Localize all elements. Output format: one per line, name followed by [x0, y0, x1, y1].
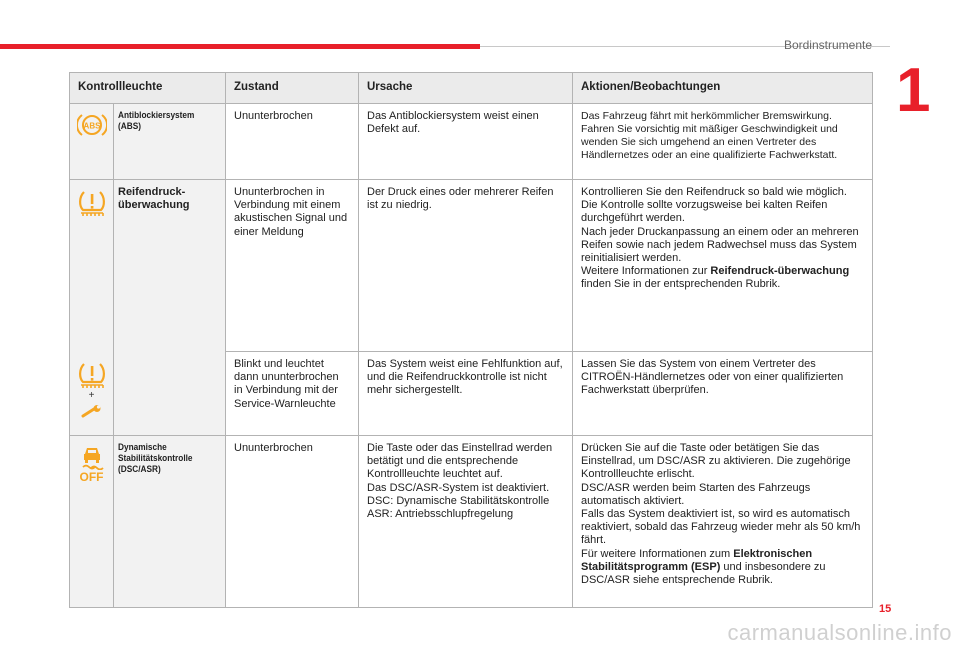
action-cell [573, 180, 873, 352]
off-label: OFF [79, 470, 104, 484]
action-reference: Für weitere Informationen zum Elektronischen Stabilitätsprogramm (ESP) und insbesondere zu DSC/ASR siehe entsprechende Rubrik. [581, 547, 826, 587]
page-number: 15 [879, 603, 892, 615]
action-line: Kontrollieren Sie den Reifendruck so bald wie möglich. [581, 186, 847, 198]
cause-line: Die Taste oder das Einstellrad werden betätigt und die entsprechende Kontrollleuchte leuchtet auf. [367, 442, 553, 481]
cause-cell [359, 436, 573, 608]
action-cell: Lassen Sie das System von einem Vertreter des CITROËN-Händlernetzes oder von einer qualifizierten Fachwerkstatt überprüfen. [573, 352, 873, 436]
dsc-off-icon [70, 444, 113, 470]
tyre-pressure-icon [70, 188, 113, 218]
tyre-pressure-service-icon [70, 360, 113, 390]
action-line: Falls das System deaktiviert ist, so wird es automatisch reaktiviert, sobald das Fahrzeug wieder mehr als 50 km/h fährt. [581, 508, 861, 547]
action-line: Die Kontrolle sollte vorzugsweise bei kalten Reifen durchgeführt werden. [581, 199, 828, 225]
cause-line: DSC: Dynamische Stabilitätskontrolle [367, 494, 550, 507]
table-row [70, 104, 873, 180]
warning-name: Reifendruck-überwachung [118, 186, 190, 211]
header-aktionen: Aktionen/Beobachtungen [573, 73, 873, 104]
cause-cell: Das Antiblockiersystem weist einen Defekt auf. [359, 104, 573, 180]
state-cell: Ununterbrochen in Verbindung mit einem akustischen Signal und einer Meldung [226, 180, 359, 352]
icon-cell [70, 104, 114, 180]
table-header-row [70, 73, 873, 104]
header-kontrollleuchte: Kontrollleuchte [70, 73, 226, 104]
action-line: Drücken Sie auf die Taste oder betätigen Sie das Einstellrad, um DSC/ASR zu aktivieren. Die zugehörige Kontrollleuchte erlischt. [581, 442, 851, 481]
cause-cell: Das System weist eine Fehlfunktion auf, und die Reifendruckkontrolle ist nicht mehr sichergestellt. [359, 352, 573, 436]
cause-cell: Der Druck eines oder mehrerer Reifen ist zu niedrig. [359, 180, 573, 352]
table-row [70, 180, 873, 352]
table-row [70, 436, 873, 608]
state-cell: Blinkt und leuchtet dann ununterbrochen in Verbindung mit der Service-Warnleuchte [226, 352, 359, 436]
chapter-number: 1 [896, 56, 931, 125]
state-cell: Ununterbrochen [226, 104, 359, 180]
icon-cell [70, 352, 114, 436]
svg-text:ABS: ABS [83, 121, 100, 131]
warning-lights-table [69, 72, 873, 608]
action-cell [573, 436, 873, 608]
action-line: Nach jeder Druckanpassung an einem oder an mehreren Reifen sowie nach jedem Radwechsel muss das System reinitialisiert werden. [581, 225, 859, 265]
icon-cell [70, 436, 114, 608]
section-title: Bordinstrumente [783, 38, 872, 52]
cause-line: Das DSC/ASR-System ist deaktiviert. [367, 481, 550, 494]
warning-name-cell [114, 104, 226, 180]
header-zustand: Zustand [226, 73, 359, 104]
state-cell: Ununterbrochen [226, 436, 359, 608]
reference-link-text: Elektronischen Stabilitätsprogramm (ESP) [581, 547, 813, 573]
abs-warning-icon [70, 112, 113, 138]
warning-name: Dynamische Stabilitätskontrolle (DSC/ASR) [118, 442, 193, 474]
action-cell: Das Fahrzeug fährt mit herkömmlicher Bremswirkung. Fahren Sie vorsichtig mit mäßiger Geschwindigkeit und wenden Sie sich umgehend an einen Vertreter des Händlernetzes oder an eine qualifizierte Fachwerkstatt. [573, 104, 873, 180]
reference-link-text: Reifendruck-überwachung [710, 265, 850, 278]
wrench-icon [70, 405, 113, 419]
warning-name: Antiblockiersystem (ABS) [118, 110, 195, 131]
warning-name-cell [114, 180, 226, 436]
action-reference: Weitere Informationen zur Reifendruck-überwachung finden Sie in der entsprechenden Rubrik. [581, 265, 850, 291]
cause-line: ASR: Antriebsschlupfregelung [367, 508, 514, 521]
header-red-bar [0, 44, 480, 49]
icon-cell [70, 180, 114, 352]
watermark: carmanualsonline.info [727, 620, 952, 645]
warning-name-cell [114, 436, 226, 608]
header-ursache: Ursache [359, 73, 573, 104]
action-line: DSC/ASR werden beim Starten des Fahrzeugs automatisch aktiviert. [581, 481, 811, 507]
plus-sign: + [88, 389, 95, 401]
